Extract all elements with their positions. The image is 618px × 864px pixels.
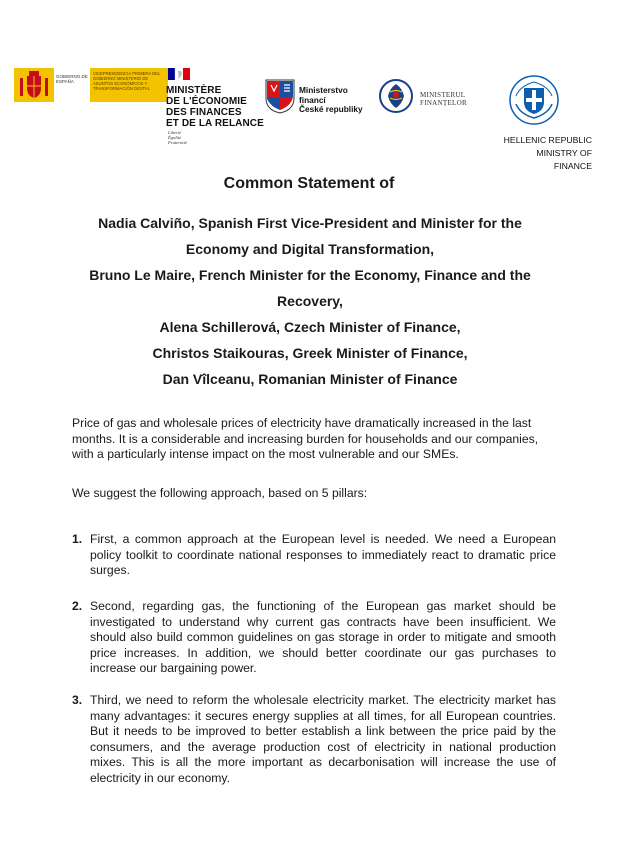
spain-ministry-text: VICEPRESIDENCIA PRIMERA DEL GOBIERNO MINISTERIO DE ASUNTOS ECONÓMICOS Y TRANSFORMACIÓN DIGITAL	[93, 71, 161, 91]
signatory-line: Dan Vîlceanu, Romanian Minister of Finance	[162, 371, 458, 387]
list-item-text: Second, regarding gas, the functioning of the European gas market should be investigated to understand why current gas contracts have been insufficient. We should also build common guidelines on gas storage in order to mitigate and smooth price increases. In addition, we should better coordinate our gas purchases to increase our bargaining power.	[90, 599, 556, 676]
signatory-line: Christos Staikouras, Greek Minister of Finance,	[152, 345, 468, 361]
document-title: Common Statement of	[223, 175, 395, 192]
spain-government-label	[54, 68, 90, 102]
czech-ministry-logo	[264, 78, 374, 114]
france-title-line: DES FINANCES	[166, 107, 242, 118]
list-item	[72, 693, 556, 787]
list-item-number: 3.	[72, 693, 83, 707]
signatory-line: Economy and Digital Transformation,	[185, 241, 435, 257]
romania-ministry-logo	[378, 78, 508, 114]
intro-paragraph: Price of gas and wholesale prices of electricity have dramatically increased in the last months. It is a considerable and increasing burden for households and our companies, with a particularly intense impact on the most vulnerable and our SMEs.	[72, 416, 539, 462]
czech-name-line: České republiky	[299, 104, 363, 114]
greece-ministry-name	[500, 134, 592, 173]
list-item	[72, 599, 556, 677]
romania-coat-of-arms-icon	[378, 78, 414, 114]
approach-paragraph: We suggest the following approach, based on 5 pillars:	[72, 486, 368, 500]
signatory-line: Recovery,	[277, 293, 343, 309]
list-item-number: 2.	[72, 599, 83, 613]
list-item-text: First, a common approach at the European level is needed. We need a European policy toolkit to coordinate national responses to immediately react to dramatic price surges.	[90, 532, 556, 578]
greece-ministry-logo	[500, 74, 606, 171]
signatory-line: Nadia Calviño, Spanish First Vice-President and Minister for the	[98, 215, 522, 231]
logo-bar	[0, 60, 618, 170]
czech-coat-of-arms-icon	[264, 78, 296, 114]
signatory-line: Bruno Le Maire, French Minister for the Economy, Finance and the	[89, 267, 531, 283]
list-item	[72, 532, 556, 579]
greece-coat-of-arms-icon	[508, 74, 560, 126]
france-motto-line: Liberté	[168, 130, 182, 135]
czech-name-line: Ministerstvo financí	[299, 85, 348, 105]
list-item-number: 1.	[72, 532, 83, 546]
spain-coat-of-arms-icon	[14, 68, 54, 102]
spain-government-text: GOBIERNO DE ESPAÑA	[56, 74, 88, 84]
france-title-line: DE L'ÉCONOMIE	[166, 96, 247, 107]
greece-name-line: HELLENIC REPUBLIC	[503, 135, 592, 145]
spain-ministry-logo	[14, 68, 161, 102]
france-title-line: MINISTÈRE	[166, 85, 222, 96]
spain-ministry-box	[90, 68, 168, 102]
greece-name-line: MINISTRY OF FINANCE	[536, 148, 592, 171]
signatories-list	[20, 210, 600, 392]
france-motto-line: Fraternité	[168, 140, 187, 145]
france-ministry-title	[166, 85, 264, 129]
france-title-line: ET DE LA RELANCE	[166, 118, 264, 129]
marianne-icon	[168, 68, 190, 80]
france-motto-line: Égalité	[168, 135, 182, 140]
romania-ministry-name: MINISTERUL FINANȚELOR	[420, 91, 467, 107]
france-ministry-logo	[166, 68, 266, 148]
list-item-text: Third, we need to reform the wholesale electricity market. The electricity market has many advantages: it secures energy supplies at all times, for all European countries. But it needs to be improved to better establish a link between the price paid by the consumers, and the average production cost of electricity in national production mixes. This is all the more important as decarbonisation will increase the use of electricity in our economy.	[90, 693, 556, 785]
france-motto	[168, 130, 187, 145]
signatory-line: Alena Schillerová, Czech Minister of Finance,	[159, 319, 461, 335]
czech-ministry-name	[299, 86, 374, 115]
